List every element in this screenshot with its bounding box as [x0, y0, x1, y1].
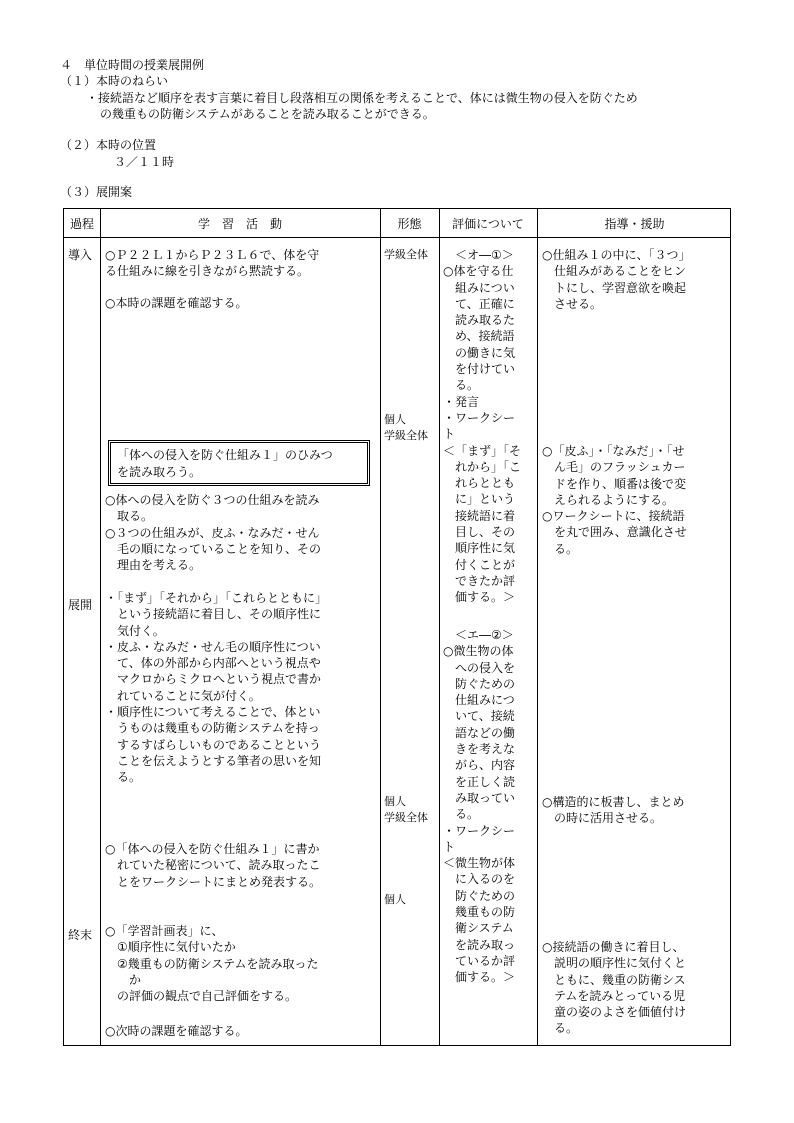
- aim-heading: （１）本時のねらい: [60, 74, 169, 88]
- form-individual-class-2: 個人 学級全体: [384, 795, 428, 825]
- lesson-task-box: [108, 440, 370, 486]
- aim-line-2: の幾重もの防衛システムがあることを読み取ることができる。: [100, 107, 435, 121]
- guidance-board: ○構造的に板書し、まとめ の時に活用させる。: [542, 795, 685, 826]
- process-intro: 導入: [68, 248, 93, 262]
- lesson-task-text: 「体への侵入を防ぐ仕組み１」のひみつ を読み取ろう。: [117, 448, 333, 479]
- activity-sequence-notes: ・「まず」「それから」「これらとともに」 という接続語に着目し、その順序性に 気付く。 ・皮ふ・なみだ・せん毛の順序性につい て、体の外部から内部へという視点や マクロからミクロへという視点で書か れていることに気が付く。 ・順序性について考えることで、体とい うものは幾重もの防衛システムを持っ するすばらしいものであることという ことを伝えようとする筆者の思いを知 る。: [105, 591, 328, 785]
- header-guidance: 指導・援助: [604, 217, 665, 231]
- header-evaluation: 評価について: [452, 217, 524, 231]
- header-form: 形態: [397, 217, 422, 231]
- lesson-plan-table: [63, 208, 731, 1046]
- evaluation-criteria-2: ＜エ―②＞ ○微生物の体 への侵入を 防ぐための 仕組みにつ いて、接続 語などの働 きを考えな がら、内容 を正しく読 み取ってい る。 ・ワークシー ト ＜微生物が体 に入るのを 防ぐための 幾重もの防 衛システム を読み取っ ているか評 価する。＞: [443, 628, 516, 985]
- form-class-whole-1: 学級全体: [384, 248, 428, 261]
- activity-self-evaluation: ○「学習計画表」に、 ①順序性に気付いたか ②幾重もの防衛システムを読み取った か の評価の観点で自己評価をする。: [105, 924, 319, 1004]
- process-develop: 展開: [68, 598, 93, 612]
- header-process: 過程: [69, 217, 94, 231]
- plan-heading: （３）展開案: [60, 185, 133, 199]
- form-individual-2: 個人: [384, 893, 406, 906]
- position-value: ３／１１時: [114, 155, 175, 169]
- section-heading: ４ 単位時間の授業展開例: [60, 58, 205, 72]
- activity-read-silently: ○Ｐ２２Ｌ１からＰ２３Ｌ６で、体を守 る仕組みに線を引きながら黙読する。: [105, 248, 320, 279]
- guidance-end: ○接続語の働きに着目し、 説明の順序性に気付くと ともに、幾重の防衛シス テムを読みとっている児 童の姿のよさを価値付け る。: [542, 940, 687, 1036]
- process-end: 終末: [68, 928, 93, 942]
- activity-confirm-task: ○本時の課題を確認する。: [105, 296, 248, 310]
- activity-worksheet-summary: ○「体への侵入を防ぐ仕組み１」に書か れていた秘密について、読み取ったこ とをワークシートにまとめ発表する。: [105, 842, 322, 889]
- form-individual-class-1: 個人 学級全体: [384, 413, 428, 443]
- guidance-intro: ○仕組み１の中に、「３つ」 仕組みがあることをヒン トにし、学習意欲を喚起 させる。: [542, 248, 691, 311]
- evaluation-criteria-1: ＜オ―①＞ ○体を守る仕 組みについ て、正確に 読み取るた め、接続語 の働きに気 を付けてい る。 ・発言 ・ワークシー ト ＜「まず」「そ れから」「こ れらととも に」という 接続語に着 目し、その 順序性に気 付くことが できたか評 価する。＞: [443, 248, 522, 605]
- activity-next-task: ○次時の課題を確認する。: [105, 1024, 248, 1038]
- activity-read-mechanisms: ○体への侵入を防ぐ３つの仕組みを読み 取る。 ○３つの仕組みが、皮ふ・なみだ・せん 毛の順になっていることを知り、その 理由を考える。: [105, 493, 322, 573]
- position-heading: （２）本時の位置: [60, 138, 157, 152]
- header-activity: 学 習 活 動: [197, 217, 282, 231]
- guidance-flashcards: ○「皮ふ」・「なみだ」・「せ ん毛」のフラッシュカー ドを作り、順番は後で変 えられるようにする。 ○ワークシートに、接続語 を丸で囲み、意識化させ る。: [542, 444, 687, 556]
- aim-line-1: ・接続語など順序を表す言葉に着目し段落相互の関係を考えることで、体には微生物の侵入を防ぐため: [86, 91, 638, 105]
